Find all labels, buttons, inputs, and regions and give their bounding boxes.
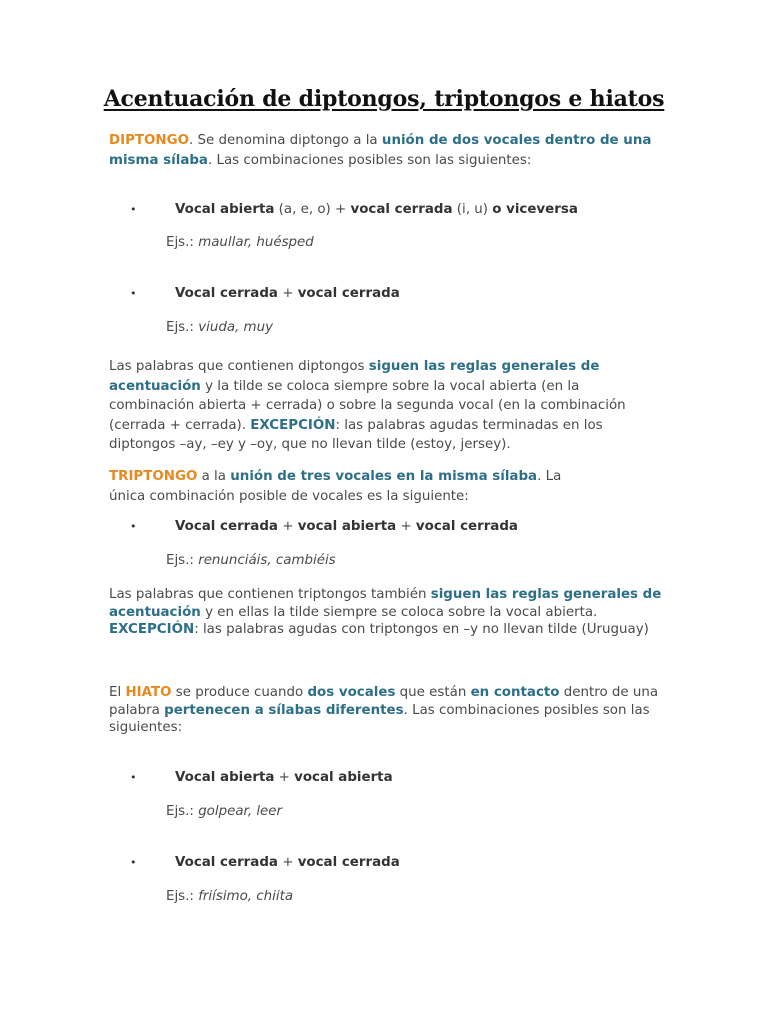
triptongo-rule: Las palabras que contienen triptongos también siguen las reglas generales de acentuación y en ellas la tilde siempre se coloca sobre la vocal abierta. EXCEPCIÓN: las palabras agudas con triptongos en –y no llevan tilde (Uruguay) <box>109 587 662 637</box>
example-line: Ejs.: maullar, huésped <box>166 235 314 250</box>
keyword-diptongo: DIPTONGO <box>109 133 190 148</box>
example-line: Ejs.: renunciáis, cambiéis <box>166 553 336 568</box>
bullet-icon: • <box>130 771 137 784</box>
example-line: Ejs.: friísimo, chiita <box>166 889 294 904</box>
example-line: Ejs.: golpear, leer <box>166 804 283 819</box>
bullet-icon: • <box>130 856 137 869</box>
bullet-icon: • <box>130 287 137 300</box>
keyword-triptongo: TRIPTONGO <box>109 469 198 484</box>
highlight: unión de dos vocales dentro de una misma sílaba <box>109 133 652 168</box>
diptongo-rule: Las palabras que contienen diptongos siguen las reglas generales de acentuación y la tilde se coloca siempre sobre la vocal abierta (en la combinación abierta + cerrada) o sobre la segunda vocal (en la combinación (cerrada + cerrada). EXCEPCIÓN: las palabras agudas terminadas en los diptongos –ay, –ey y –oy, que no llevan tilde (estoy, jersey). <box>109 359 626 452</box>
diptongo-definition: DIPTONGO. Se denomina diptongo a la unión de dos vocales dentro de una misma sílaba. Las combinaciones posibles son las siguientes: <box>109 133 652 168</box>
keyword-hiato: HIATO <box>125 685 172 700</box>
triptongo-definition: TRIPTONGO a la unión de tres vocales en la misma sílaba. La única combinación posible de vocales es la siguiente: <box>109 469 562 504</box>
hiato-definition: El HIATO se produce cuando dos vocales que están en contacto dentro de una palabra pertenecen a sílabas diferentes. Las combinaciones posibles son las siguientes: <box>109 685 659 735</box>
example-line: Ejs.: viuda, muy <box>166 320 273 335</box>
exception-label: EXCEPCIÓN <box>250 417 336 433</box>
bullet-icon: • <box>130 520 137 533</box>
page-title: Acentuación de diptongos, triptongos e hiatos <box>103 86 665 112</box>
document-page: Acentuación de diptongos, triptongos e hiatos DIPTONGO. Se denomina diptongo a la unión de dos vocales dentro de una misma sílaba. Las combinaciones posibles son las siguientes: • Vocal abierta (a, e, o) + vocal cerrada (i, u) o viceversa Ejs.: maullar, huésped • Vocal cerrada + vocal cerrada Ejs.: viuda, muy Las palabras que contienen diptongos siguen las reglas generales de acentuación y la tilde se coloca siempre sobre la vocal abierta (en la combinación abierta + cerrada) o sobre la segunda vocal (en la combinación (cerrada + cerrada). EXCEPCIÓN: las palabras agudas terminadas en los diptongos –ay, –ey y –oy, que no llevan tilde (estoy, jersey). TRIPTONGO a la unión de tres vocales en la misma sílaba. La única combinación posible de vocales es la siguiente: • Vocal cerrada + vocal abierta + vocal cerrada Ejs.: renunciáis, cambiéis Las palabras que contienen triptongos también siguen las reglas generales de acentuación y en ellas la tilde siempre se coloca sobre la vocal abierta. EXCEPCIÓN: las palabras agudas con triptongos en –y no llevan tilde (Uruguay) El HIATO se produce cuando dos vocales que están en contacto dentro de una palabra pertenecen a sílabas diferentes. Las combinaciones posibles son las siguientes: • Vocal abierta + vocal abierta Ejs.: golpear, leer • Vocal cerrada + vocal cerrada Ejs.: friísimo, chiita <box>0 0 768 1024</box>
exception-label: EXCEPCIÓN <box>109 622 195 637</box>
bullet-icon: • <box>130 203 137 216</box>
